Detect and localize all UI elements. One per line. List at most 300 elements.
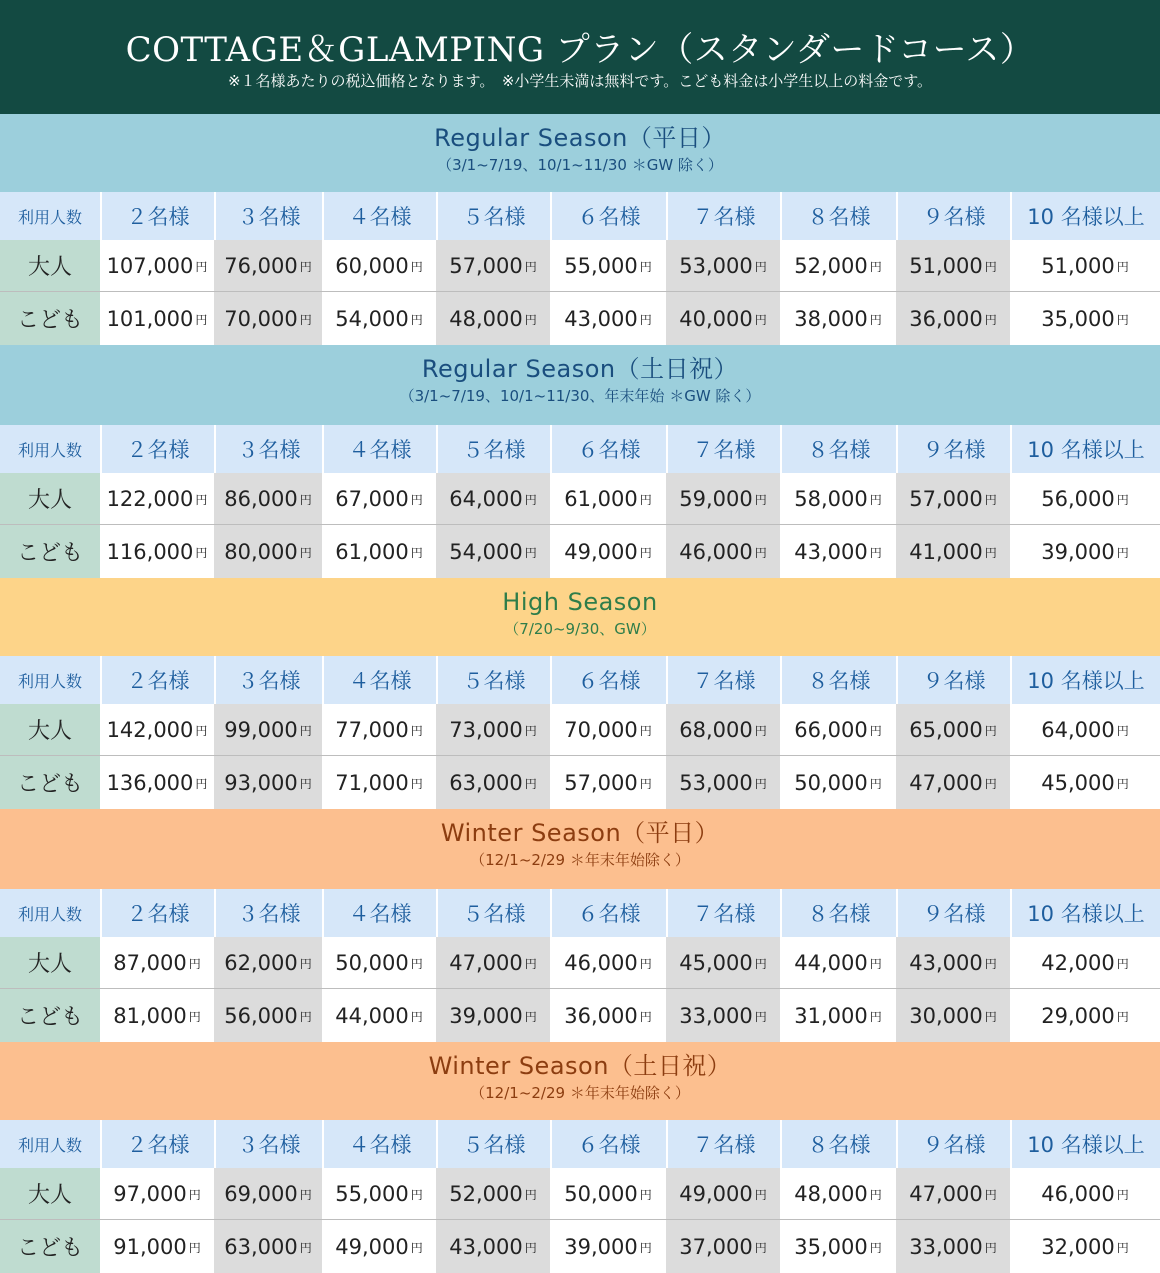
currency-unit: 円 xyxy=(195,313,208,327)
price-cell xyxy=(550,1220,666,1273)
row-label: 大人 xyxy=(0,1168,100,1219)
currency-unit: 円 xyxy=(299,777,312,791)
row-label: 大人 xyxy=(0,937,100,988)
row-label: こども xyxy=(0,756,100,809)
price-cell xyxy=(322,1220,436,1273)
price-cell xyxy=(100,525,214,578)
column-header-row xyxy=(0,192,1160,240)
price-cell xyxy=(666,989,780,1042)
price-cell xyxy=(214,473,322,524)
column-header: 10 名様以上 xyxy=(1010,1120,1160,1168)
row-label: 大人 xyxy=(0,704,100,755)
price-value: 116,000 xyxy=(106,539,194,564)
currency-unit: 円 xyxy=(639,546,652,560)
currency-unit: 円 xyxy=(754,1188,767,1202)
currency-unit: 円 xyxy=(410,260,423,274)
price-value: 37,000 xyxy=(679,1234,753,1259)
currency-unit: 円 xyxy=(869,493,882,507)
price-value: 55,000 xyxy=(335,1181,409,1206)
season-sections xyxy=(0,114,1160,1273)
price-cell xyxy=(214,240,322,291)
price-value: 59,000 xyxy=(679,486,753,511)
price-cell xyxy=(550,989,666,1042)
price-cell xyxy=(214,937,322,988)
price-cell xyxy=(780,473,896,524)
price-value: 136,000 xyxy=(106,770,194,795)
price-value: 70,000 xyxy=(224,306,298,331)
price-cell xyxy=(666,473,780,524)
season-banner xyxy=(0,345,1160,425)
price-value: 61,000 xyxy=(564,486,638,511)
currency-unit: 円 xyxy=(869,1241,882,1255)
price-value: 39,000 xyxy=(449,1003,523,1028)
price-value: 46,000 xyxy=(564,950,638,975)
column-header: ４名様 xyxy=(322,1120,436,1168)
price-value: 93,000 xyxy=(224,770,298,795)
currency-unit: 円 xyxy=(524,546,537,560)
price-value: 45,000 xyxy=(679,950,753,975)
price-cell xyxy=(550,937,666,988)
season-banner xyxy=(0,578,1160,656)
price-cell xyxy=(100,1168,214,1219)
currency-unit: 円 xyxy=(984,957,997,971)
price-cell xyxy=(100,937,214,988)
column-header: ５名様 xyxy=(436,425,550,473)
price-cell xyxy=(780,704,896,755)
child-price-row xyxy=(0,292,1160,345)
currency-unit: 円 xyxy=(299,1241,312,1255)
people-count-label: 利用人数 xyxy=(17,671,82,691)
price-value: 62,000 xyxy=(224,950,298,975)
price-cell xyxy=(666,1168,780,1219)
price-value: 107,000 xyxy=(106,253,194,278)
currency-unit: 円 xyxy=(299,546,312,560)
price-value: 69,000 xyxy=(224,1181,298,1206)
price-cell xyxy=(322,473,436,524)
price-value: 71,000 xyxy=(335,770,409,795)
price-cell xyxy=(780,1220,896,1273)
price-value: 65,000 xyxy=(909,717,983,742)
currency-unit: 円 xyxy=(524,260,537,274)
price-cell xyxy=(666,704,780,755)
price-cell xyxy=(322,240,436,291)
price-cell xyxy=(780,1168,896,1219)
price-value: 50,000 xyxy=(335,950,409,975)
price-value: 35,000 xyxy=(1041,306,1115,331)
price-cell xyxy=(780,937,896,988)
column-header: ３名様 xyxy=(214,656,322,704)
column-header: ５名様 xyxy=(436,192,550,240)
price-cell xyxy=(100,1220,214,1273)
price-value: 53,000 xyxy=(679,253,753,278)
price-cell xyxy=(322,704,436,755)
price-cell xyxy=(436,756,550,809)
price-cell xyxy=(322,989,436,1042)
currency-unit: 円 xyxy=(410,313,423,327)
price-cell xyxy=(780,989,896,1042)
currency-unit: 円 xyxy=(754,1241,767,1255)
price-value: 43,000 xyxy=(909,950,983,975)
currency-unit: 円 xyxy=(195,546,208,560)
price-value: 39,000 xyxy=(564,1234,638,1259)
currency-unit: 円 xyxy=(754,313,767,327)
page-header xyxy=(0,0,1160,114)
currency-unit: 円 xyxy=(754,1010,767,1024)
price-cell xyxy=(100,704,214,755)
column-header: ９名様 xyxy=(896,425,1010,473)
season-banner xyxy=(0,1042,1160,1120)
currency-unit: 円 xyxy=(984,493,997,507)
price-value: 31,000 xyxy=(794,1003,868,1028)
currency-unit: 円 xyxy=(195,777,208,791)
currency-unit: 円 xyxy=(639,1010,652,1024)
price-cell xyxy=(896,1168,1010,1219)
price-value: 67,000 xyxy=(335,486,409,511)
season-section xyxy=(0,1042,1160,1273)
price-value: 70,000 xyxy=(564,717,638,742)
currency-unit: 円 xyxy=(1116,1010,1129,1024)
currency-unit: 円 xyxy=(524,313,537,327)
column-header: ８名様 xyxy=(780,889,896,937)
price-value: 49,000 xyxy=(679,1181,753,1206)
season-name: Regular Season（土日祝） xyxy=(421,355,739,383)
column-header: ２名様 xyxy=(100,656,214,704)
price-cell xyxy=(780,756,896,809)
column-header: 10 名様以上 xyxy=(1010,425,1160,473)
price-cell xyxy=(666,756,780,809)
currency-unit: 円 xyxy=(299,260,312,274)
column-header: ４名様 xyxy=(322,889,436,937)
price-value: 33,000 xyxy=(679,1003,753,1028)
column-header: ７名様 xyxy=(666,656,780,704)
price-value: 57,000 xyxy=(909,486,983,511)
currency-unit: 円 xyxy=(299,1188,312,1202)
column-header: ５名様 xyxy=(436,889,550,937)
price-cell xyxy=(436,937,550,988)
price-cell xyxy=(436,240,550,291)
price-cell xyxy=(896,937,1010,988)
currency-unit: 円 xyxy=(869,1010,882,1024)
season-period: （3/1~7/19、10/1~11/30 ＊GW 除く） xyxy=(437,156,723,174)
price-cell xyxy=(896,525,1010,578)
adult-price-row xyxy=(0,473,1160,525)
currency-unit: 円 xyxy=(410,1188,423,1202)
price-cell xyxy=(214,989,322,1042)
price-cell xyxy=(550,756,666,809)
currency-unit: 円 xyxy=(524,1010,537,1024)
price-value: 32,000 xyxy=(1041,1234,1115,1259)
price-cell xyxy=(214,756,322,809)
currency-unit: 円 xyxy=(299,1010,312,1024)
price-value: 49,000 xyxy=(564,539,638,564)
column-header: ６名様 xyxy=(550,656,666,704)
currency-unit: 円 xyxy=(299,313,312,327)
price-cell xyxy=(214,704,322,755)
column-header: ５名様 xyxy=(436,656,550,704)
currency-unit: 円 xyxy=(639,724,652,738)
price-cell xyxy=(666,525,780,578)
price-cell xyxy=(1010,704,1160,755)
currency-unit: 円 xyxy=(524,493,537,507)
price-value: 47,000 xyxy=(909,1181,983,1206)
price-cell xyxy=(1010,525,1160,578)
currency-unit: 円 xyxy=(410,777,423,791)
price-value: 54,000 xyxy=(449,539,523,564)
price-value: 99,000 xyxy=(224,717,298,742)
currency-unit: 円 xyxy=(1116,546,1129,560)
price-value: 52,000 xyxy=(449,1181,523,1206)
price-value: 47,000 xyxy=(449,950,523,975)
currency-unit: 円 xyxy=(754,957,767,971)
price-value: 38,000 xyxy=(794,306,868,331)
price-value: 91,000 xyxy=(113,1234,187,1259)
price-cell xyxy=(550,1168,666,1219)
price-cell xyxy=(780,292,896,345)
price-cell xyxy=(780,240,896,291)
column-header: 10 名様以上 xyxy=(1010,192,1160,240)
column-header: ５名様 xyxy=(436,1120,550,1168)
price-cell xyxy=(896,292,1010,345)
column-header: ４名様 xyxy=(322,656,436,704)
column-header: ９名様 xyxy=(896,1120,1010,1168)
currency-unit: 円 xyxy=(410,957,423,971)
price-cell xyxy=(666,937,780,988)
price-cell xyxy=(436,989,550,1042)
currency-unit: 円 xyxy=(188,1188,201,1202)
currency-unit: 円 xyxy=(639,1188,652,1202)
season-banner xyxy=(0,809,1160,889)
price-cell xyxy=(100,473,214,524)
adult-price-row xyxy=(0,937,1160,989)
price-cell xyxy=(322,756,436,809)
currency-unit: 円 xyxy=(299,724,312,738)
column-header: ９名様 xyxy=(896,192,1010,240)
currency-unit: 円 xyxy=(869,724,882,738)
adult-price-row xyxy=(0,704,1160,756)
column-header: ８名様 xyxy=(780,192,896,240)
column-header-row xyxy=(0,889,1160,937)
column-header: ３名様 xyxy=(214,889,322,937)
column-header: ８名様 xyxy=(780,656,896,704)
currency-unit: 円 xyxy=(984,313,997,327)
price-cell xyxy=(100,292,214,345)
price-cell xyxy=(666,240,780,291)
season-name: Winter Season（土日祝） xyxy=(428,1052,732,1080)
price-cell xyxy=(1010,240,1160,291)
currency-unit: 円 xyxy=(639,777,652,791)
child-price-row xyxy=(0,989,1160,1042)
column-header: ８名様 xyxy=(780,1120,896,1168)
season-name: Winter Season（平日） xyxy=(440,819,720,847)
price-value: 76,000 xyxy=(224,253,298,278)
row-label: 大人 xyxy=(0,473,100,524)
people-count-label: 利用人数 xyxy=(17,904,82,924)
price-cell xyxy=(322,1168,436,1219)
price-cell xyxy=(214,1220,322,1273)
price-value: 51,000 xyxy=(909,253,983,278)
price-value: 64,000 xyxy=(1041,717,1115,742)
column-header: ２名様 xyxy=(100,425,214,473)
column-header: ３名様 xyxy=(214,425,322,473)
column-header: ６名様 xyxy=(550,425,666,473)
price-cell xyxy=(322,292,436,345)
price-cell xyxy=(896,756,1010,809)
currency-unit: 円 xyxy=(984,546,997,560)
column-header-row xyxy=(0,1120,1160,1168)
price-value: 45,000 xyxy=(1041,770,1115,795)
column-header: ２名様 xyxy=(100,1120,214,1168)
season-section xyxy=(0,345,1160,578)
price-cell xyxy=(436,1220,550,1273)
price-cell xyxy=(1010,937,1160,988)
row-label: こども xyxy=(0,1220,100,1273)
price-cell xyxy=(896,240,1010,291)
price-cell xyxy=(322,937,436,988)
price-cell xyxy=(214,1168,322,1219)
column-header: ４名様 xyxy=(322,425,436,473)
price-value: 33,000 xyxy=(909,1234,983,1259)
currency-unit: 円 xyxy=(195,493,208,507)
price-value: 52,000 xyxy=(794,253,868,278)
season-name: High Season xyxy=(502,588,658,616)
price-value: 101,000 xyxy=(106,306,194,331)
row-label: こども xyxy=(0,292,100,345)
price-value: 43,000 xyxy=(564,306,638,331)
column-header: ２名様 xyxy=(100,889,214,937)
price-value: 63,000 xyxy=(449,770,523,795)
price-cell xyxy=(436,1168,550,1219)
column-header: ９名様 xyxy=(896,656,1010,704)
currency-unit: 円 xyxy=(639,1241,652,1255)
people-count-label: 利用人数 xyxy=(17,1135,82,1155)
row-label: 大人 xyxy=(0,240,100,291)
season-banner xyxy=(0,114,1160,192)
currency-unit: 円 xyxy=(984,1241,997,1255)
price-cell xyxy=(436,525,550,578)
price-cell xyxy=(896,473,1010,524)
price-value: 55,000 xyxy=(564,253,638,278)
price-cell xyxy=(896,1220,1010,1273)
currency-unit: 円 xyxy=(1116,313,1129,327)
price-cell xyxy=(1010,1220,1160,1273)
currency-unit: 円 xyxy=(410,1010,423,1024)
people-count-label: 利用人数 xyxy=(17,207,82,227)
season-section xyxy=(0,114,1160,345)
price-value: 50,000 xyxy=(564,1181,638,1206)
currency-unit: 円 xyxy=(524,724,537,738)
price-value: 61,000 xyxy=(335,539,409,564)
currency-unit: 円 xyxy=(1116,1241,1129,1255)
price-value: 39,000 xyxy=(1041,539,1115,564)
currency-unit: 円 xyxy=(754,546,767,560)
price-cell xyxy=(550,525,666,578)
price-value: 46,000 xyxy=(1041,1181,1115,1206)
currency-unit: 円 xyxy=(188,1241,201,1255)
price-value: 49,000 xyxy=(335,1234,409,1259)
currency-unit: 円 xyxy=(524,1241,537,1255)
price-value: 57,000 xyxy=(564,770,638,795)
column-header: ７名様 xyxy=(666,1120,780,1168)
child-price-row xyxy=(0,756,1160,809)
price-value: 81,000 xyxy=(113,1003,187,1028)
price-value: 30,000 xyxy=(909,1003,983,1028)
price-cell xyxy=(1010,1168,1160,1219)
price-value: 48,000 xyxy=(794,1181,868,1206)
price-cell xyxy=(550,240,666,291)
price-value: 36,000 xyxy=(564,1003,638,1028)
price-value: 44,000 xyxy=(335,1003,409,1028)
column-header: ２名様 xyxy=(100,192,214,240)
price-value: 58,000 xyxy=(794,486,868,511)
currency-unit: 円 xyxy=(869,777,882,791)
price-value: 97,000 xyxy=(113,1181,187,1206)
people-count-label: 利用人数 xyxy=(17,440,82,460)
price-cell xyxy=(666,1220,780,1273)
price-value: 43,000 xyxy=(794,539,868,564)
currency-unit: 円 xyxy=(639,313,652,327)
currency-unit: 円 xyxy=(195,724,208,738)
price-cell xyxy=(550,473,666,524)
season-period: （12/1~2/29 ＊年末年始除く） xyxy=(470,851,690,869)
price-value: 41,000 xyxy=(909,539,983,564)
currency-unit: 円 xyxy=(1116,1188,1129,1202)
price-value: 56,000 xyxy=(224,1003,298,1028)
price-value: 68,000 xyxy=(679,717,753,742)
currency-unit: 円 xyxy=(984,260,997,274)
price-value: 43,000 xyxy=(449,1234,523,1259)
currency-unit: 円 xyxy=(869,313,882,327)
season-name: Regular Season（平日） xyxy=(434,124,726,152)
price-value: 87,000 xyxy=(113,950,187,975)
currency-unit: 円 xyxy=(1116,724,1129,738)
season-section xyxy=(0,578,1160,809)
price-value: 29,000 xyxy=(1041,1003,1115,1028)
price-cell xyxy=(896,989,1010,1042)
price-cell xyxy=(550,704,666,755)
price-value: 40,000 xyxy=(679,306,753,331)
price-cell xyxy=(436,292,550,345)
page-title: COTTAGE＆GLAMPING プラン（スタンダードコース） xyxy=(125,30,1035,70)
price-note: ※１名様あたりの税込価格となります。 ※小学生未満は無料です。こども料金は小学生以上の料金です。 xyxy=(227,72,933,90)
price-value: 36,000 xyxy=(909,306,983,331)
currency-unit: 円 xyxy=(1116,260,1129,274)
price-value: 86,000 xyxy=(224,486,298,511)
column-header: 10 名様以上 xyxy=(1010,889,1160,937)
price-cell xyxy=(550,292,666,345)
column-header: ４名様 xyxy=(322,192,436,240)
currency-unit: 円 xyxy=(869,957,882,971)
price-cell xyxy=(436,473,550,524)
column-header-row xyxy=(0,656,1160,704)
currency-unit: 円 xyxy=(639,493,652,507)
currency-unit: 円 xyxy=(984,724,997,738)
price-cell xyxy=(214,525,322,578)
season-period: （12/1~2/29 ＊年末年始除く） xyxy=(470,1084,690,1102)
column-header: ６名様 xyxy=(550,1120,666,1168)
price-value: 56,000 xyxy=(1041,486,1115,511)
price-value: 142,000 xyxy=(106,717,194,742)
currency-unit: 円 xyxy=(195,260,208,274)
adult-price-row xyxy=(0,240,1160,292)
price-value: 60,000 xyxy=(335,253,409,278)
price-value: 57,000 xyxy=(449,253,523,278)
currency-unit: 円 xyxy=(754,260,767,274)
price-value: 63,000 xyxy=(224,1234,298,1259)
price-value: 42,000 xyxy=(1041,950,1115,975)
adult-price-row xyxy=(0,1168,1160,1220)
currency-unit: 円 xyxy=(188,1010,201,1024)
currency-unit: 円 xyxy=(869,1188,882,1202)
